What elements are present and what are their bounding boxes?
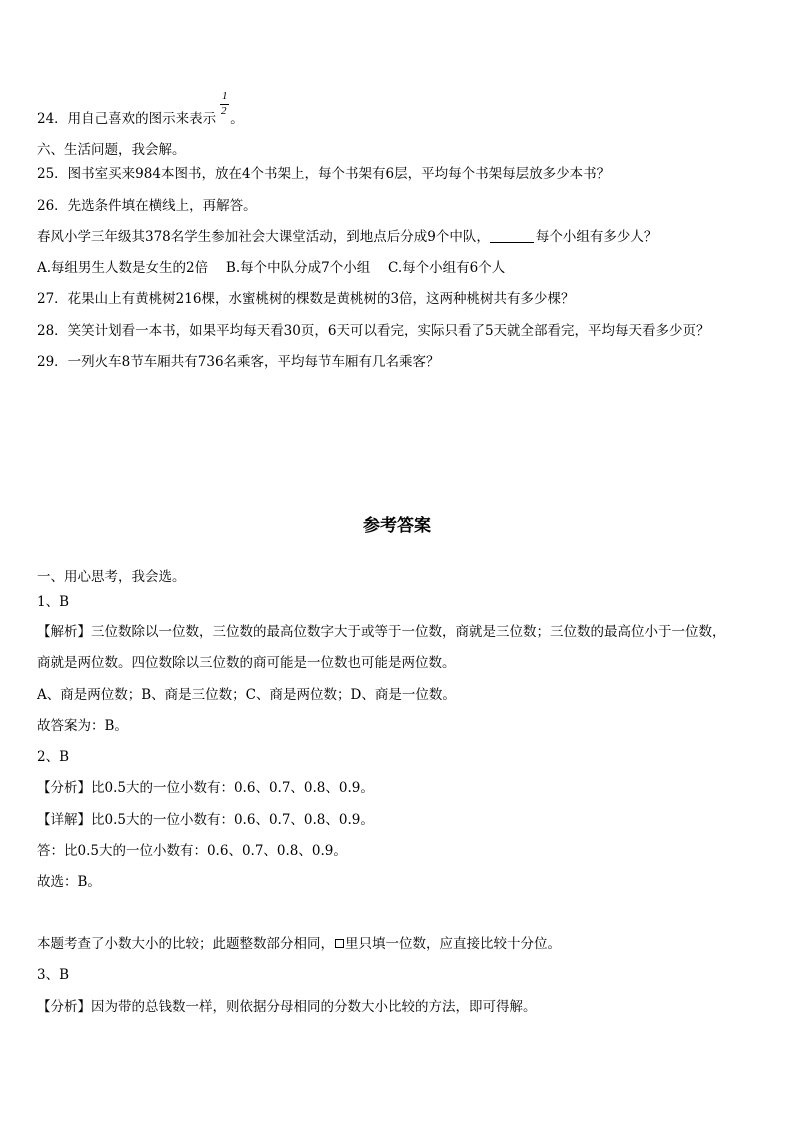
answer-2-line-5b: 里只填一位数，应直接比较十分位。 <box>345 936 561 952</box>
question-28: 28．笑笑计划看一本书，如果平均每天看30页，6天可以看完，实际只看了5天就全部看完，平均每天看多少页？ <box>37 323 710 339</box>
question-24-end: 。 <box>230 111 244 127</box>
square-box-icon <box>335 939 344 948</box>
answer-3-head: 3、B <box>37 967 70 983</box>
question-26-stem-a: 春风小学三年级其378名学生参加社会大课堂活动，到地点后分成9个中队， <box>37 229 490 245</box>
question-26-stem-b: 每个小组有多少人？ <box>535 229 658 245</box>
answers-title: 参考答案 <box>363 516 431 536</box>
answer-2-line-2: 【详解】比0.5大的一位小数有：0.6、0.7、0.8、0.9。 <box>37 812 374 828</box>
answer-2-line-3: 答：比0.5大的一位小数有：0.6、0.7、0.8、0.9。 <box>37 843 347 859</box>
answer-2-head: 2、B <box>37 749 70 765</box>
question-25: 25．图书室买来984本图书，放在4个书架上，每个书架有6层，平均每个书架每层放多少本书？ <box>37 166 611 182</box>
question-26-options: A.每组男生人数是女生的2倍 B.每个中队分成7个小组 C.每个小组有6个人 <box>37 260 506 276</box>
section-6-heading: 六、生活问题，我会解。 <box>37 142 186 158</box>
fraction-denominator: 2 <box>221 105 227 117</box>
answer-blank[interactable] <box>490 229 534 243</box>
answer-1-head: 1、B <box>37 594 70 610</box>
question-24-text: 24．用自己喜欢的图示来表示 <box>37 111 217 127</box>
answer-3-line-1: 【分析】因为带的总钱数一样，则依据分母相同的分数大小比较的方法，即可得解。 <box>37 999 537 1015</box>
question-27: 27．花果山上有黄桃树216棵，水蜜桃树的棵数是黄桃树的3倍，这两种桃树共有多少棵？ <box>37 291 575 307</box>
answer-2-line-1: 【分析】比0.5大的一位小数有：0.6、0.7、0.8、0.9。 <box>37 780 374 796</box>
answer-1-line-3: A、商是两位数；B、商是三位数；C、商是两位数；D、商是一位数。 <box>37 687 456 703</box>
answer-1-line-1: 【解析】三位数除以一位数，三位数的最高位数字大于或等于一位数，商就是三位数；三位数的最高位小于一位数， <box>37 624 726 640</box>
question-29: 29．一列火车8节车厢共有736名乘客，平均每节车厢有几名乘客？ <box>37 354 440 370</box>
fraction-numerator: 1 <box>222 90 228 102</box>
question-24 <box>37 110 244 128</box>
answer-2-line-4: 故选：B。 <box>37 874 101 890</box>
question-26: 26．先选条件填在横线上，再解答。 <box>37 198 257 214</box>
question-26-stem <box>37 228 657 246</box>
answers-section-1: 一、用心思考，我会选。 <box>37 569 186 585</box>
answer-1-line-4: 故答案为：B。 <box>37 718 128 734</box>
answer-1-line-2: 商就是两位数。四位数除以三位数的商可能是一位数也可能是两位数。 <box>37 655 456 671</box>
answer-2-line-5 <box>37 935 561 953</box>
answer-2-line-5a: 本题考查了小数大小的比较；此题整数部分相同， <box>37 936 334 952</box>
